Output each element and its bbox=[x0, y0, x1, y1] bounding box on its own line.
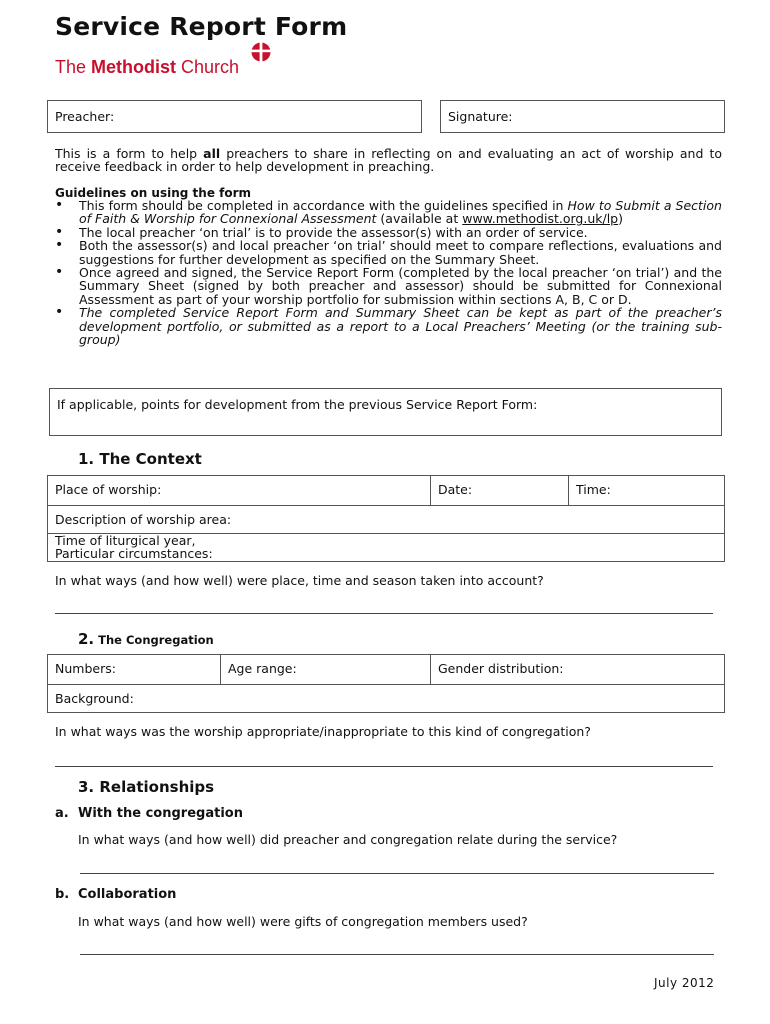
guideline-item: • Once agreed and signed, the Service Report Form (completed by the local preacher ‘on trial’) and the Summary Sheet (signed by both preacher and assessor) should be submitted for Connexional Assessment as part of your worship portfolio for submission within sections A, B, C or D. bbox=[55, 266, 722, 306]
congregation-row-2 bbox=[48, 684, 724, 712]
date-label: Date: bbox=[438, 482, 473, 497]
guideline-item: • Both the assessor(s) and local preacher ‘on trial’ should meet to compare reflections, evaluations and suggestions for further development as specified on the Summary Sheet. bbox=[55, 239, 722, 266]
methodist-lp-link[interactable]: www.methodist.org.uk/lp bbox=[462, 211, 619, 227]
congregation-heading bbox=[78, 630, 214, 648]
congregation-answer-line[interactable] bbox=[55, 766, 713, 767]
numbers-label: Numbers: bbox=[55, 661, 116, 676]
gender-label: Gender distribution: bbox=[438, 661, 564, 676]
logo-church: Church bbox=[176, 57, 240, 77]
congregation-question: In what ways was the worship appropriate/inappropriate to this kind of congregation? bbox=[55, 724, 591, 739]
logo-the: The bbox=[55, 57, 92, 77]
description-field[interactable] bbox=[48, 506, 724, 533]
gender-distribution-field[interactable] bbox=[430, 655, 724, 684]
context-heading: 1. The Context bbox=[78, 450, 202, 468]
place-of-worship-field[interactable] bbox=[48, 476, 430, 505]
guideline-1-mid: (available at bbox=[376, 211, 463, 227]
relationships-b-question: In what ways (and how well) were gifts of congregation members used? bbox=[78, 914, 528, 929]
intro-after: preachers to share in reflecting on and evaluating an act of worship and to receive feedback in order to help development in preaching. bbox=[55, 146, 722, 174]
context-row-3 bbox=[48, 533, 724, 561]
intro-before: This is a form to help bbox=[55, 146, 204, 161]
place-label: Place of worship: bbox=[55, 482, 162, 497]
guideline-item bbox=[55, 199, 722, 226]
intro-paragraph bbox=[55, 147, 722, 173]
footer-date: July 2012 bbox=[654, 976, 715, 990]
numbers-field[interactable] bbox=[48, 655, 220, 684]
congregation-heading-num: 2. bbox=[78, 630, 95, 648]
guidelines-heading: Guidelines on using the form bbox=[55, 186, 252, 200]
context-question: In what ways (and how well) were place, time and season taken into account? bbox=[55, 573, 544, 588]
context-row-2 bbox=[48, 505, 724, 533]
guideline-1-before: This form should be completed in accordance with the guidelines specified in bbox=[79, 198, 568, 213]
congregation-row-1 bbox=[48, 655, 724, 684]
relationships-heading: 3. Relationships bbox=[78, 778, 215, 796]
methodist-church-logo bbox=[55, 57, 239, 78]
previous-points-field[interactable] bbox=[49, 388, 722, 436]
liturgical-field[interactable] bbox=[48, 534, 724, 561]
time-field[interactable] bbox=[568, 476, 724, 505]
relationships-a-label: a. bbox=[55, 806, 69, 821]
age-range-field[interactable] bbox=[220, 655, 430, 684]
age-range-label: Age range: bbox=[228, 661, 297, 676]
guideline-1-after: ) bbox=[618, 211, 623, 227]
signature-field[interactable] bbox=[440, 100, 725, 133]
guideline-item: • The completed Service Report Form and Summary Sheet can be kept as part of the preacher’s development portfolio, or submitted as a report to a Local Preachers’ Meeting (or the training sub-group) bbox=[55, 306, 722, 346]
intro-bold: all bbox=[203, 146, 221, 161]
relationships-b-heading: Collaboration bbox=[78, 887, 177, 902]
context-table bbox=[47, 475, 725, 562]
date-field[interactable] bbox=[430, 476, 568, 505]
congregation-table bbox=[47, 654, 725, 713]
liturgical-label-2: Particular circumstances: bbox=[55, 545, 213, 561]
page-title: Service Report Form bbox=[55, 12, 348, 41]
relationships-a-question: In what ways (and how well) did preacher and congregation relate during the service? bbox=[78, 832, 618, 847]
relationships-b-answer-line[interactable] bbox=[80, 954, 714, 955]
congregation-heading-text: The Congregation bbox=[94, 633, 214, 647]
relationships-a-heading: With the congregation bbox=[78, 806, 243, 821]
description-label: Description of worship area: bbox=[55, 512, 232, 527]
preacher-field[interactable] bbox=[47, 100, 422, 133]
context-row-1 bbox=[48, 476, 724, 505]
signature-label: Signature: bbox=[448, 109, 513, 124]
relationships-b-label: b. bbox=[55, 887, 70, 902]
preacher-label: Preacher: bbox=[55, 109, 115, 124]
previous-points-label: If applicable, points for development from the previous Service Report Form: bbox=[57, 397, 538, 412]
background-field[interactable] bbox=[48, 685, 724, 712]
context-answer-line[interactable] bbox=[55, 613, 713, 614]
guidelines-list bbox=[55, 199, 722, 346]
liturgical-label-1: Time of liturgical year, bbox=[55, 533, 196, 548]
logo-methodist: Methodist bbox=[91, 57, 177, 77]
cross-flame-icon bbox=[251, 42, 271, 62]
background-label: Background: bbox=[55, 691, 134, 706]
guideline-1-italic: How to Submit a Section of Faith & Worship for Connexional Assessment bbox=[79, 198, 722, 227]
guideline-item: • The local preacher ‘on trial’ is to provide the assessor(s) with an order of service. bbox=[55, 226, 722, 239]
relationships-a-answer-line[interactable] bbox=[80, 873, 714, 874]
time-label: Time: bbox=[576, 482, 611, 497]
